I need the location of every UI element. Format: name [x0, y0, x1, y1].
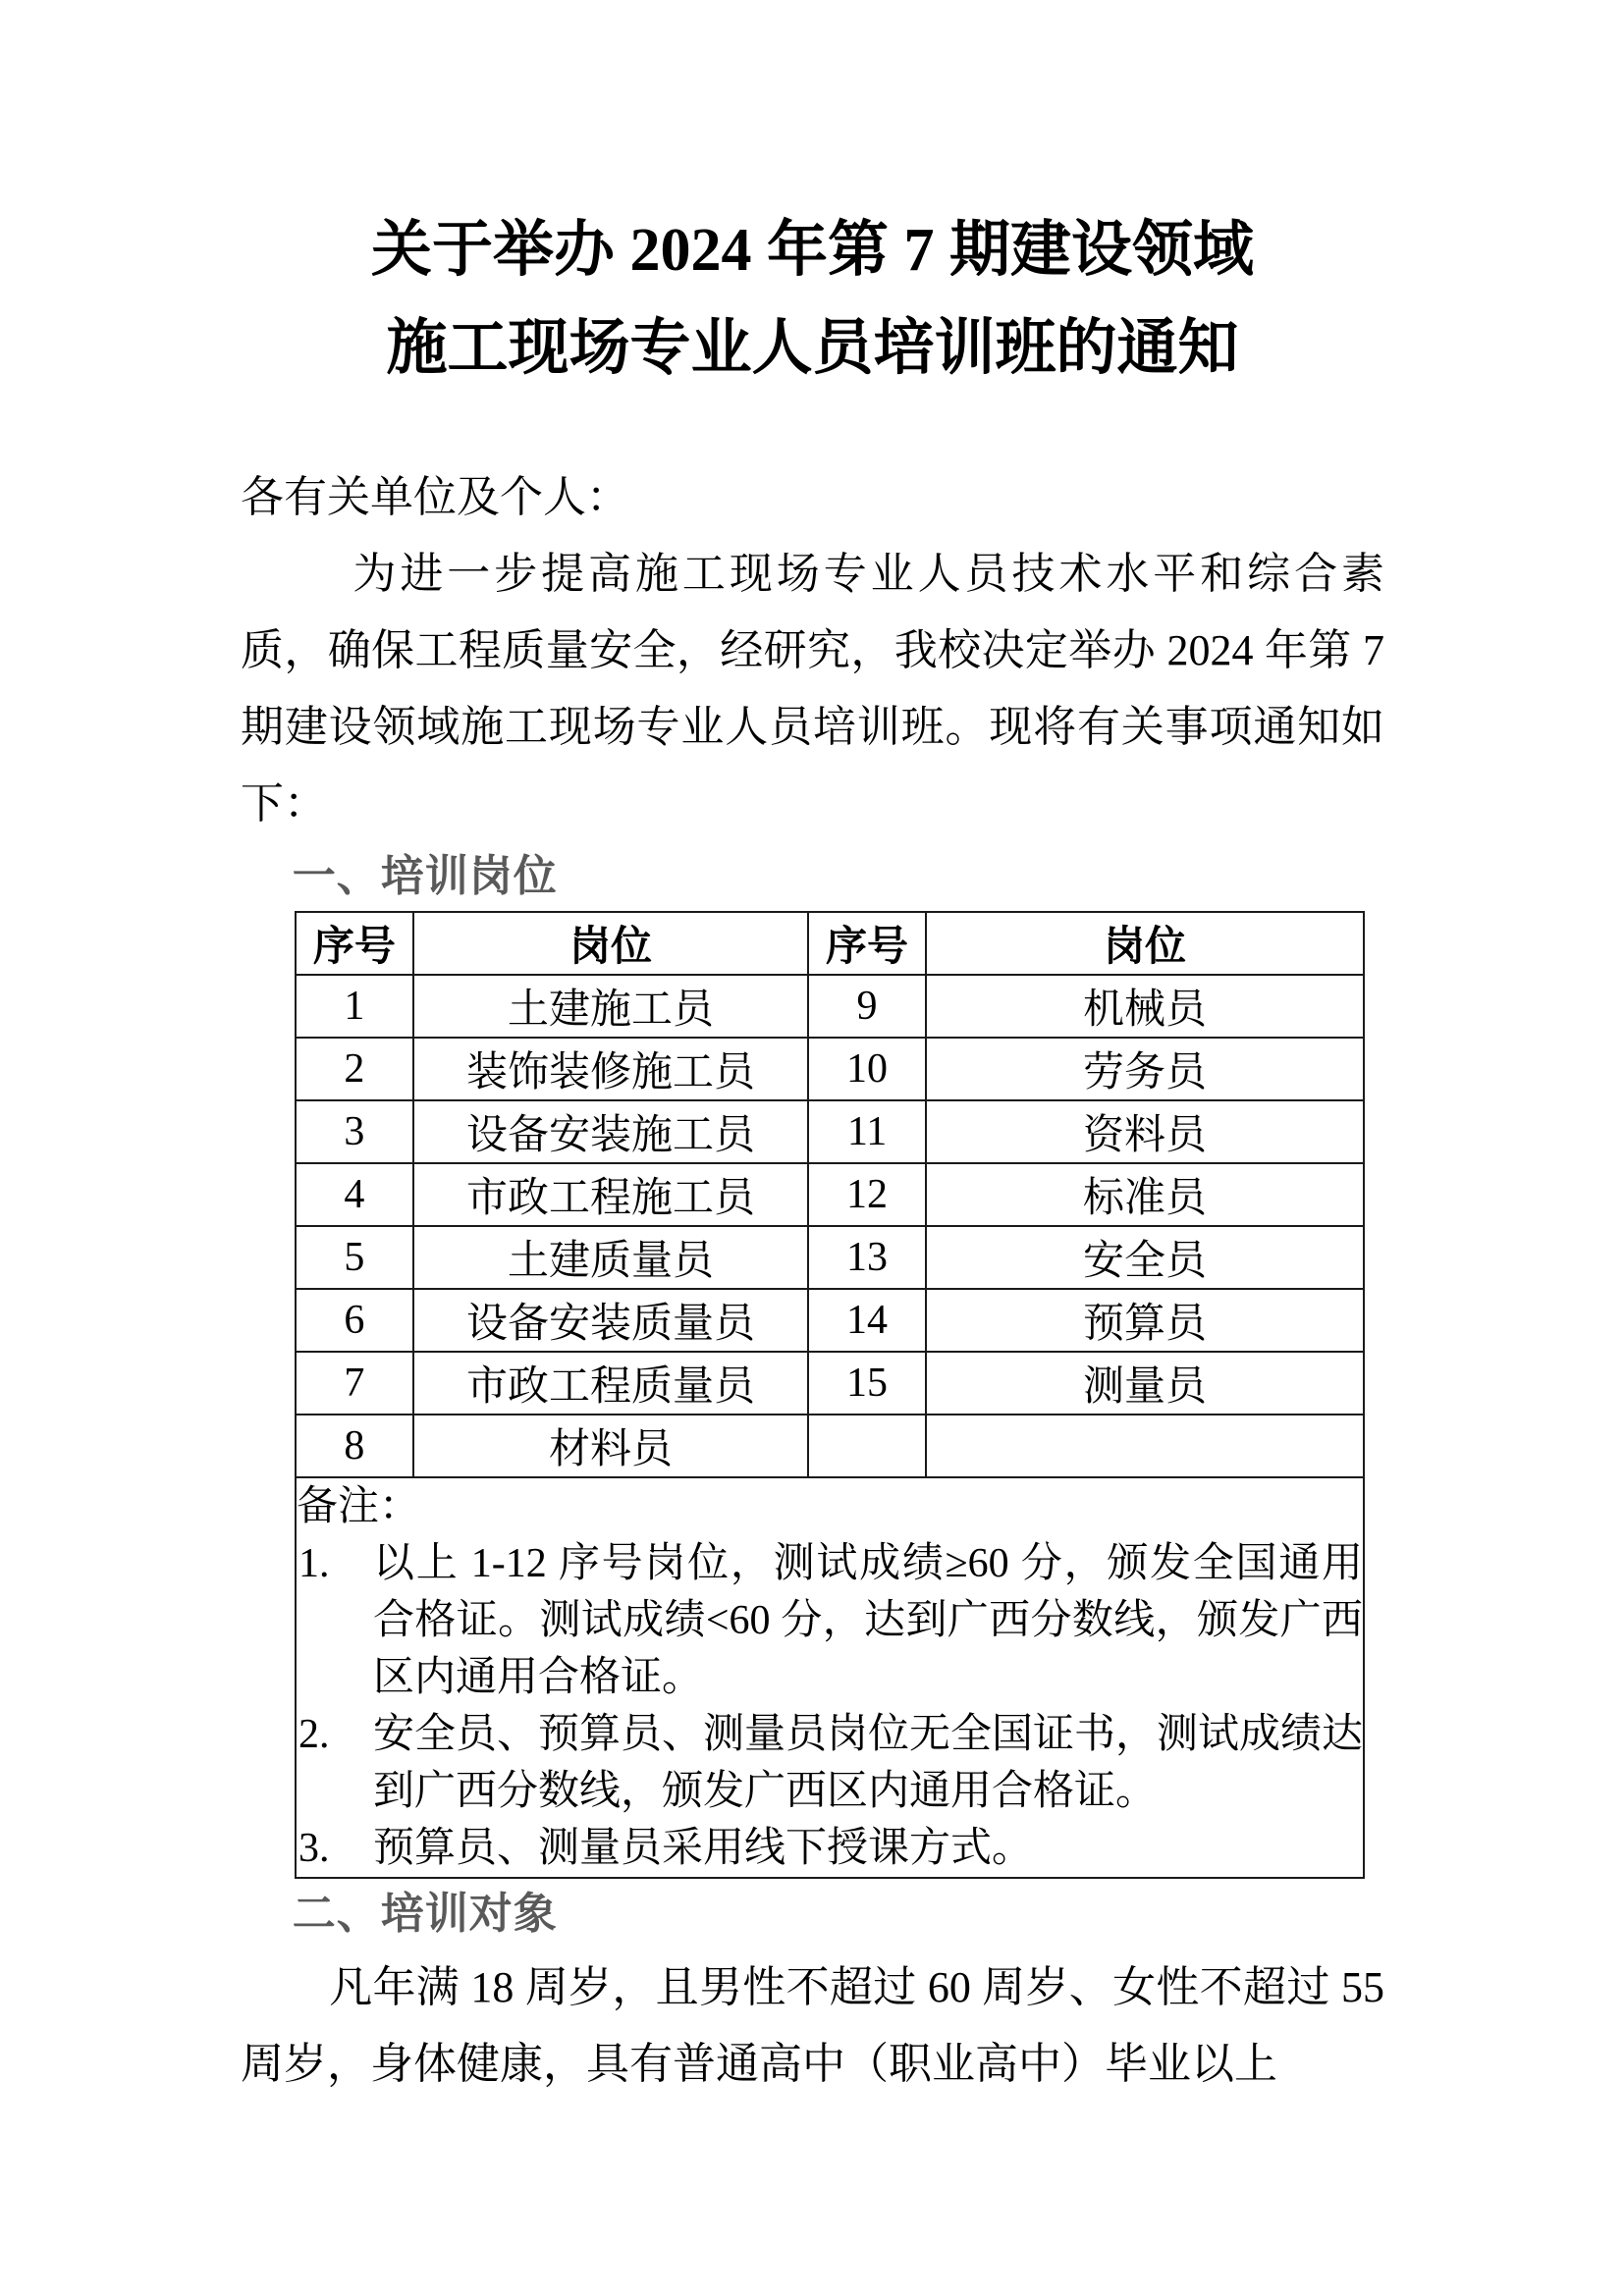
- section-1-heading: 一、培训岗位: [292, 852, 558, 900]
- document-title-line2: 施工现场专业人员培训班的通知: [386, 315, 1239, 382]
- position-cell: 资料员: [926, 1100, 1364, 1163]
- table-notes-cell: [296, 1477, 1364, 1878]
- index-cell: 11: [808, 1100, 926, 1163]
- position-cell: 土建施工员: [413, 975, 809, 1038]
- position-cell: 设备安装质量员: [413, 1289, 809, 1352]
- table-row: [296, 1163, 1364, 1226]
- index-cell: 6: [296, 1289, 413, 1352]
- index-cell: 15: [808, 1352, 926, 1415]
- position-cell: 设备安装施工员: [413, 1100, 809, 1163]
- section-2-heading: 二、培训对象: [292, 1890, 558, 1938]
- position-cell: 机械员: [926, 975, 1364, 1038]
- note-text: 安全员、预算员、测量员岗位无全国证书，测试成绩达到广西分数线，颁发广西区内通用合格证。: [373, 1712, 1364, 1814]
- index-cell: [808, 1415, 926, 1477]
- salutation: 各有关单位及个人：: [241, 473, 629, 521]
- note-number: 1.: [298, 1541, 330, 1586]
- header-position-left: 岗位: [413, 912, 809, 975]
- table-row: [296, 1100, 1364, 1163]
- table-header-row: [296, 912, 1364, 975]
- index-cell: 13: [808, 1226, 926, 1289]
- table-row: [296, 1352, 1364, 1415]
- index-cell: 2: [296, 1038, 413, 1100]
- document-content: [241, 0, 1384, 2103]
- index-cell: 12: [808, 1163, 926, 1226]
- index-cell: 5: [296, 1226, 413, 1289]
- note-item-1: [297, 1535, 1363, 1706]
- section-2-paragraph: 凡年满 18 周岁，且男性不超过 60 周岁、女性不超过 55 周岁，身体健康，具有普通高中（职业高中）毕业以上: [241, 1963, 1384, 2088]
- note-item-3: [297, 1820, 1363, 1877]
- index-cell: 14: [808, 1289, 926, 1352]
- position-cell: 材料员: [413, 1415, 809, 1477]
- note-text: 以上 1-12 序号岗位，测试成绩≥60 分，颁发全国通用合格证。测试成绩<60 分，达到广西分数线，颁发广西区内通用合格证。: [373, 1541, 1363, 1700]
- notes-label: 备注：: [297, 1484, 421, 1529]
- position-cell: 劳务员: [926, 1038, 1364, 1100]
- index-cell: 8: [296, 1415, 413, 1477]
- index-cell: 7: [296, 1352, 413, 1415]
- header-index-right: 序号: [808, 912, 926, 975]
- note-number: 2.: [298, 1712, 330, 1757]
- position-cell: [926, 1415, 1364, 1477]
- index-cell: 9: [808, 975, 926, 1038]
- header-position-right: 岗位: [926, 912, 1364, 975]
- note-item-2: [297, 1706, 1363, 1820]
- position-cell: 安全员: [926, 1226, 1364, 1289]
- document-title: [241, 201, 1384, 398]
- position-cell: 市政工程施工员: [413, 1163, 809, 1226]
- index-cell: 1: [296, 975, 413, 1038]
- intro-paragraph: 为进一步提高施工现场专业人员技术水平和综合素质，确保工程质量安全，经研究，我校决定举办 2024 年第 7 期建设领域施工现场专业人员培训班。现将有关事项通知如下：: [241, 550, 1384, 828]
- table-row: [296, 1226, 1364, 1289]
- position-cell: 市政工程质量员: [413, 1352, 809, 1415]
- header-index-left: 序号: [296, 912, 413, 975]
- position-cell: 预算员: [926, 1289, 1364, 1352]
- position-cell: 土建质量员: [413, 1226, 809, 1289]
- index-cell: 4: [296, 1163, 413, 1226]
- index-cell: 10: [808, 1038, 926, 1100]
- document-title-line1: 关于举办 2024 年第 7 期建设领域: [370, 217, 1254, 284]
- table-row: [296, 1038, 1364, 1100]
- index-cell: 3: [296, 1100, 413, 1163]
- note-text: 预算员、测量员采用线下授课方式。: [373, 1826, 1034, 1871]
- position-cell: 标准员: [926, 1163, 1364, 1226]
- note-number: 3.: [298, 1826, 330, 1871]
- position-cell: 装饰装修施工员: [413, 1038, 809, 1100]
- table-row: [296, 975, 1364, 1038]
- training-positions-table: [295, 911, 1365, 1879]
- position-cell: 测量员: [926, 1352, 1364, 1415]
- table-notes-row: [296, 1477, 1364, 1878]
- table-row: [296, 1415, 1364, 1477]
- table-row: [296, 1289, 1364, 1352]
